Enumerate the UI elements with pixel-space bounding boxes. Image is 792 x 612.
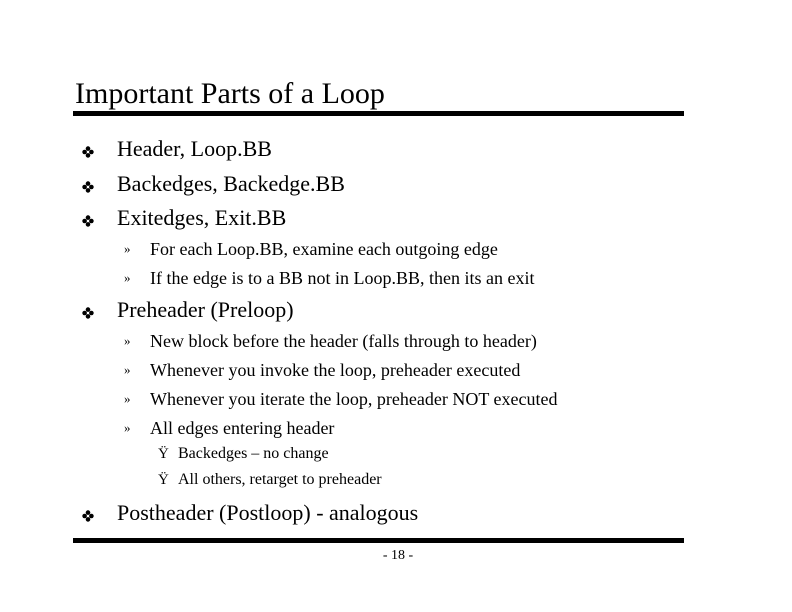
sub-bullet-exit-1-text: For each Loop.BB, examine each outgoing edge [150,239,498,259]
bullet-exitedges-text: Exitedges, Exit.BB [117,205,287,230]
sub-sub-bullet-edge-2 [158,470,382,490]
sub-bullet-marker: » [124,241,131,256]
diamond-bullet-icon [82,179,117,193]
bullet-preheader-text: Preheader (Preloop) [117,297,294,322]
diamond-bullet-icon [82,144,117,158]
bullet-postheader [82,500,418,526]
sub-sub-bullet-marker: Ÿ [158,446,169,462]
page-number: - 18 - [382,548,414,563]
bullet-backedges-text: Backedges, Backedge.BB [117,171,345,196]
sub-bullet-pre-3-text: Whenever you iterate the loop, preheader NOT executed [150,389,558,409]
title-rule [73,111,684,116]
sub-bullet-marker: » [124,362,131,377]
slide-title: Important Parts of a Loop [75,77,385,110]
sub-bullet-exit-1 [124,238,498,260]
bullet-header [82,136,272,162]
sub-bullet-marker: » [124,333,131,348]
footer-rule [73,538,684,543]
sub-bullet-pre-4-text: All edges entering header [150,418,335,438]
sub-bullet-exit-2 [124,267,534,289]
sub-bullet-marker: » [124,420,131,435]
sub-bullet-pre-1-text: New block before the header (falls through to header) [150,331,537,351]
sub-sub-bullet-marker: Ÿ [158,472,169,488]
sub-sub-bullet-edge-2-text: All others, retarget to preheader [178,471,382,488]
sub-sub-bullet-edge-1-text: Backedges – no change [178,445,329,462]
sub-bullet-pre-3 [124,388,557,410]
sub-bullet-pre-4 [124,417,334,439]
sub-bullet-pre-2 [124,359,520,381]
bullet-header-text: Header, Loop.BB [117,136,272,161]
sub-bullet-marker: » [124,270,131,285]
sub-bullet-pre-1 [124,330,537,352]
sub-bullet-marker: » [124,391,131,406]
bullet-postheader-text: Postheader (Postloop) - analogous [117,500,419,525]
bullet-backedges [82,171,345,197]
sub-bullet-exit-2-text: If the edge is to a BB not in Loop.BB, then its an exit [150,268,535,288]
diamond-bullet-icon [82,508,117,522]
diamond-bullet-icon [82,213,117,227]
bullet-preheader [82,297,294,323]
sub-bullet-pre-2-text: Whenever you invoke the loop, preheader executed [150,360,521,380]
sub-sub-bullet-edge-1 [158,444,329,464]
bullet-exitedges [82,205,286,231]
diamond-bullet-icon [82,305,117,319]
